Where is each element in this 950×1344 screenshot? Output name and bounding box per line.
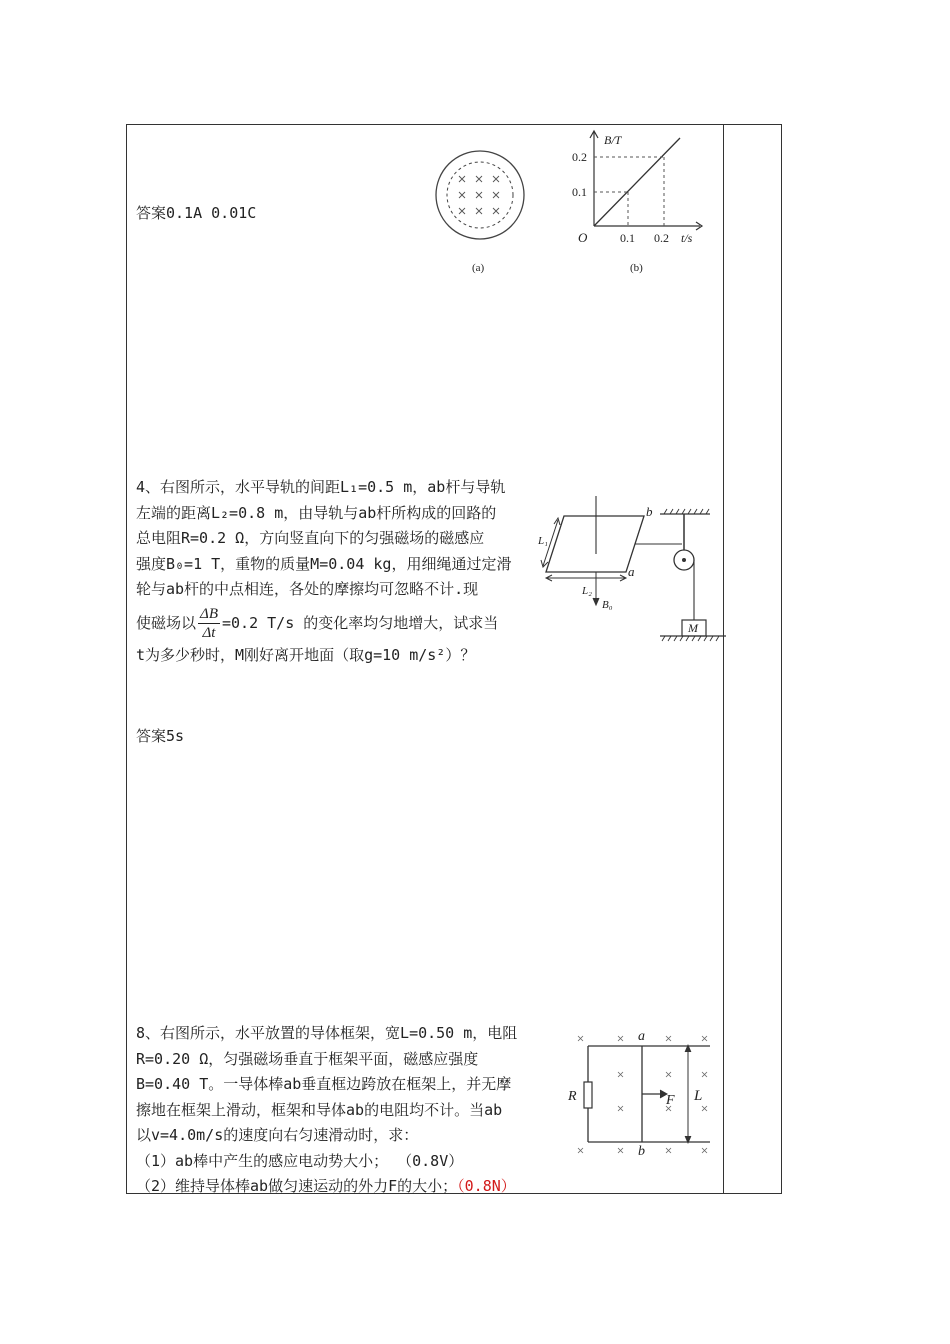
graph-x-tick-0.1: 0.1 [620,231,635,245]
q4-line-6-post: =0.2 T/s 的变化率均匀地增大，试求当 [221,613,499,632]
q8-line-3: B=0.40 T。一导体棒ab垂直框边跨放在框架上，并无摩 [136,1075,512,1093]
q8-line-7-answer: （0.8N） [457,1177,516,1195]
fraction-numerator: ΔB [200,605,218,622]
q4-text [136,475,511,668]
label-b: b [646,504,653,519]
q8-text [136,1021,517,1200]
q8-line-5: 以v=4.0m/s的速度向右匀速滑动时，求： [136,1126,419,1144]
q8-line-7 [136,1174,517,1200]
q4-answer: 答案5s [136,727,185,745]
graph-x-label: t/s [681,231,693,245]
q3-graph-b [566,128,706,278]
q4-line-1: 4、右图所示，水平导轨的间距L₁=0.5 m，ab杆与导轨 [136,478,506,496]
label-L: L [694,1088,703,1104]
label-M: M [688,621,698,635]
graph-y-label: B/T [604,133,622,147]
label-L2: L₂ [582,585,592,597]
column-divider [723,124,724,1194]
q3-figure-a [430,150,530,280]
q4-line-5: 轮与ab杆的中点相连，各处的摩擦均可忽略不计.现 [136,580,479,598]
q8-line-2: R=0.20 Ω，匀强磁场垂直于框架平面，磁感应强度 [136,1049,479,1068]
q4-line-6 [136,603,511,643]
q4-line-2: 左端的距离L₂=0.8 m，由导轨与ab杆所构成的回路的 [136,503,497,522]
label-a: a [638,1029,645,1044]
q8-line-7-main: （2）维持导体棒ab做匀速运动的外力F的大小； [136,1177,458,1195]
rate-fraction [198,605,220,642]
q4-line-7: t为多少秒时，M刚好离开地面（取g=10 m/s²）？ [136,645,476,664]
q4-line-6-pre: 使磁场以 [136,613,197,632]
label-R: R [568,1089,577,1104]
graph-y-tick-0.2: 0.2 [572,150,587,164]
q3-answer: 答案0.1A 0.01C [136,204,257,222]
q4-line-3: 总电阻R=0.2 Ω，方向竖直向下的匀强磁场的磁感应 [136,529,485,547]
graph-x-tick-0.2: 0.2 [654,231,669,245]
q4-line-4: 强度B₀=1 T，重物的质量M=0.04 kg，用细绳通过定滑 [136,554,512,573]
label-B0: B₀ [602,599,613,611]
graph-y-tick-0.1: 0.1 [572,185,587,199]
q8-line-4: 擦地在框架上滑动，框架和导体ab的电阻均不计。当ab [136,1100,503,1119]
graph-origin: O [578,230,588,245]
fraction-denominator: Δt [202,624,216,641]
fig-a-caption: (a) [472,262,485,274]
label-a: a [628,564,635,579]
q8-figure [566,1024,714,1162]
label-b: b [638,1144,645,1159]
fig-b-caption: (b) [630,262,643,274]
q8-line-6: （1）ab棒中产生的感应电动势大小； （0.8V） [136,1151,464,1170]
q4-figure [534,494,728,646]
label-L1: L₁ [538,535,548,547]
q8-line-1: 8、右图所示，水平放置的导体框架，宽L=0.50 m，电阻 [136,1024,518,1042]
label-F: F [666,1093,675,1108]
